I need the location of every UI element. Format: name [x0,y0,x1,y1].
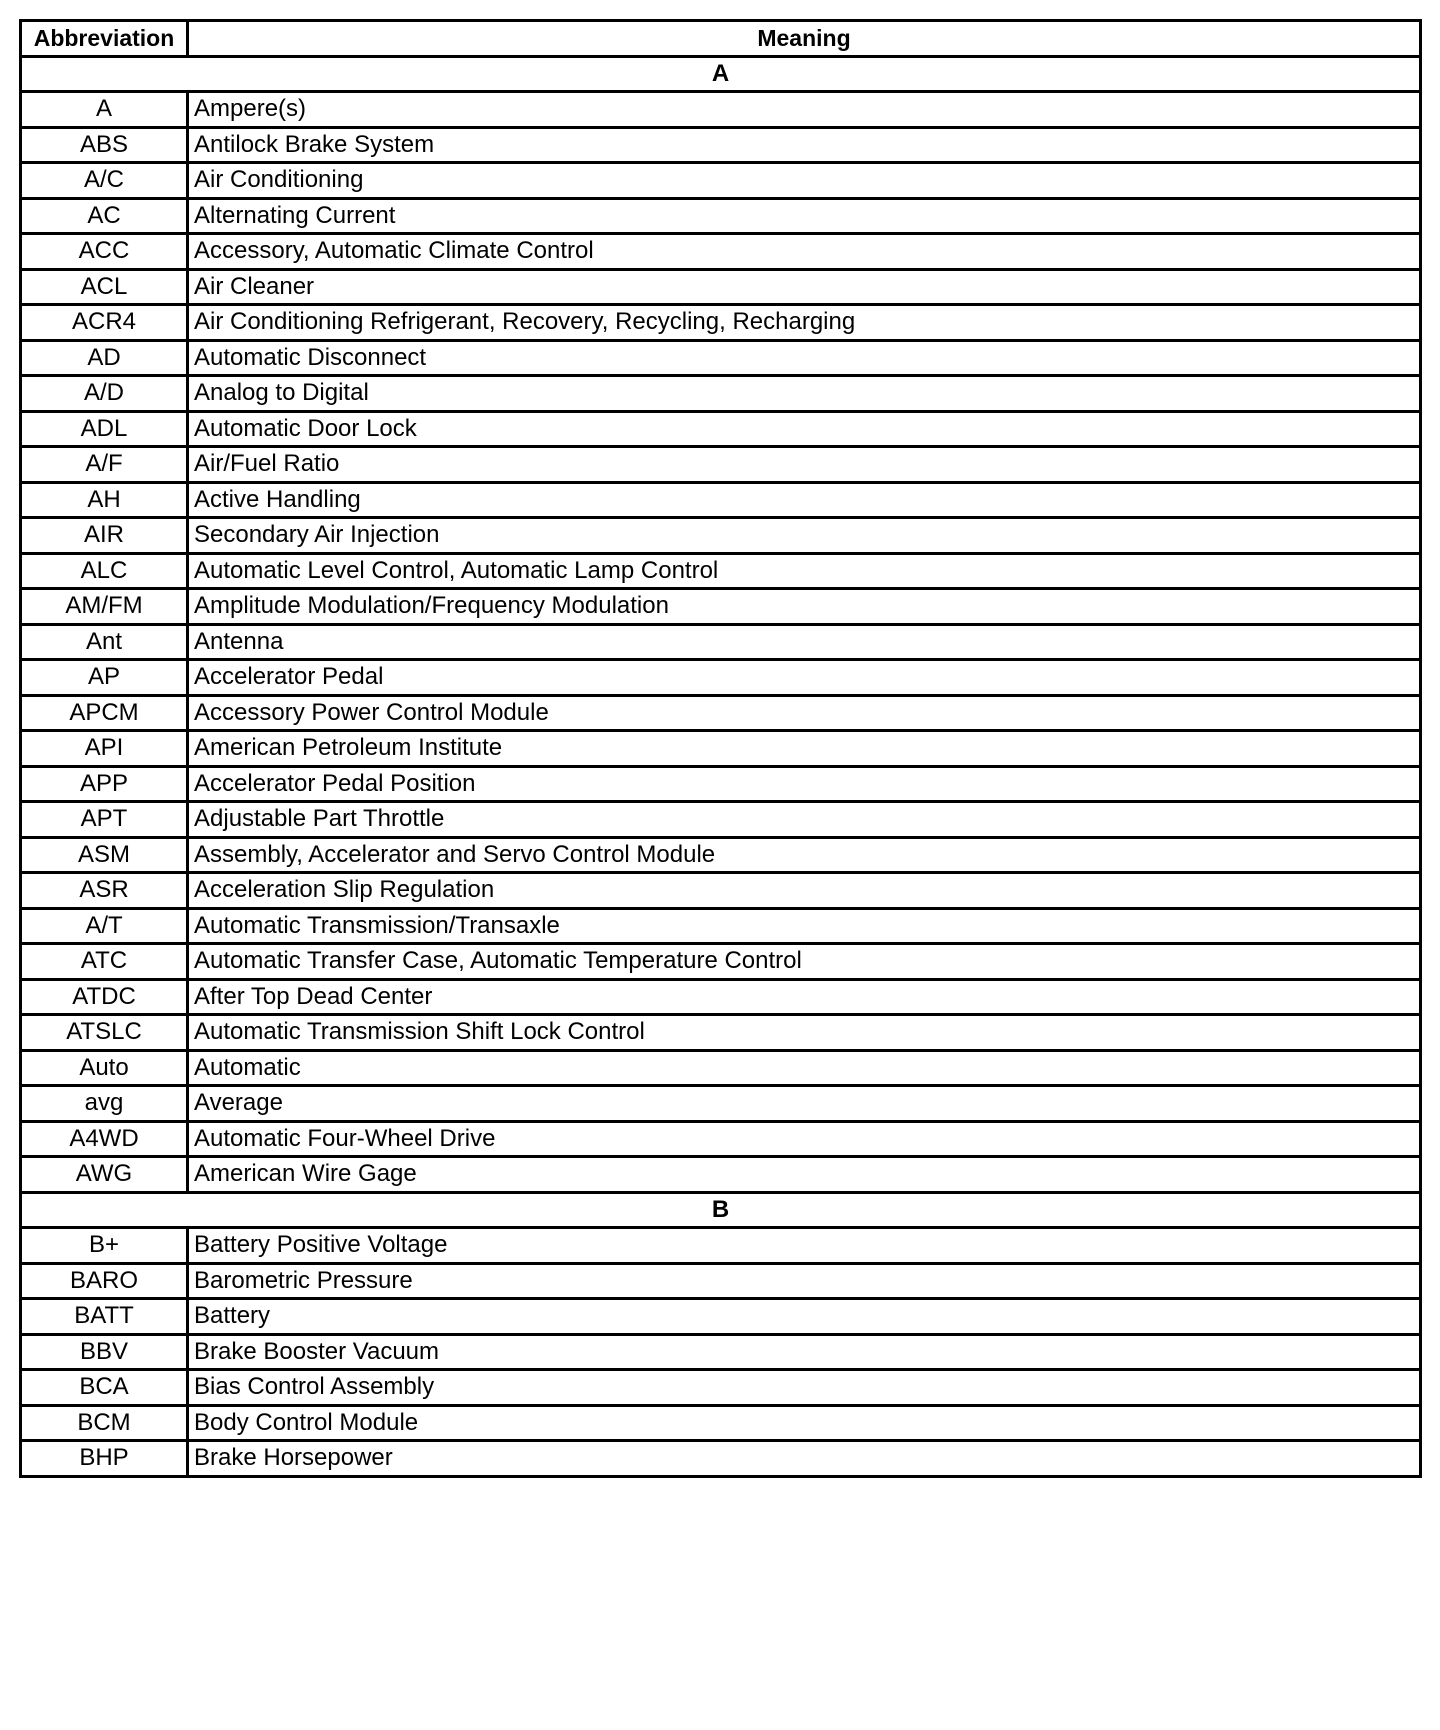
abbreviation-column-header: Abbreviation [21,21,188,57]
meaning-cell: Automatic Transfer Case, Automatic Temperature Control [188,944,1421,980]
table-row [21,518,1421,554]
abbreviation-cell: A4WD [21,1121,188,1157]
meaning-cell: Automatic Transmission/Transaxle [188,908,1421,944]
meaning-cell: Air/Fuel Ratio [188,447,1421,483]
meaning-cell: Antilock Brake System [188,127,1421,163]
abbreviation-cell: AC [21,198,188,234]
abbreviation-cell: BATT [21,1299,188,1335]
table-row [21,1121,1421,1157]
table-row [21,695,1421,731]
abbreviation-cell: BHP [21,1441,188,1477]
table-row [21,1441,1421,1477]
meaning-cell: Battery Positive Voltage [188,1228,1421,1264]
abbreviation-cell: avg [21,1086,188,1122]
table-row [21,908,1421,944]
abbreviation-cell: BCM [21,1405,188,1441]
abbreviation-cell: APP [21,766,188,802]
table-row [21,660,1421,696]
table-row [21,837,1421,873]
abbreviation-cell: A/T [21,908,188,944]
meaning-cell: Body Control Module [188,1405,1421,1441]
meaning-cell: Brake Horsepower [188,1441,1421,1477]
meaning-cell: Accelerator Pedal Position [188,766,1421,802]
meaning-cell: Bias Control Assembly [188,1370,1421,1406]
section-header-row [21,1192,1421,1228]
meaning-cell: Amplitude Modulation/Frequency Modulation [188,589,1421,625]
abbreviation-cell: ATC [21,944,188,980]
abbreviation-cell: AM/FM [21,589,188,625]
abbreviation-cell: BBV [21,1334,188,1370]
section-letter: A [21,56,1421,92]
meaning-cell: Brake Booster Vacuum [188,1334,1421,1370]
table-row [21,1050,1421,1086]
meaning-cell: Automatic [188,1050,1421,1086]
table-row [21,1228,1421,1264]
abbreviation-cell: ACC [21,234,188,270]
table-row [21,447,1421,483]
abbreviation-cell: B+ [21,1228,188,1264]
abbreviation-cell: Auto [21,1050,188,1086]
abbreviation-cell: AIR [21,518,188,554]
meaning-cell: Acceleration Slip Regulation [188,873,1421,909]
table-row [21,482,1421,518]
table-row [21,305,1421,341]
meaning-cell: American Wire Gage [188,1157,1421,1193]
meaning-cell: Active Handling [188,482,1421,518]
abbreviation-cell: AWG [21,1157,188,1193]
table-row [21,979,1421,1015]
header-row [21,21,1421,57]
abbreviation-cell: API [21,731,188,767]
table-row [21,731,1421,767]
section-header-row [21,56,1421,92]
abbreviation-cell: AP [21,660,188,696]
abbreviation-cell: BCA [21,1370,188,1406]
abbreviation-cell: ASM [21,837,188,873]
table-row [21,624,1421,660]
abbreviation-cell: AD [21,340,188,376]
meaning-cell: Antenna [188,624,1421,660]
meaning-cell: Automatic Transmission Shift Lock Control [188,1015,1421,1051]
abbreviation-cell: ATDC [21,979,188,1015]
table-row [21,766,1421,802]
table-row [21,589,1421,625]
meaning-cell: Automatic Door Lock [188,411,1421,447]
abbreviation-cell: APT [21,802,188,838]
meaning-cell: Alternating Current [188,198,1421,234]
table-row [21,1263,1421,1299]
meaning-cell: Automatic Four-Wheel Drive [188,1121,1421,1157]
table-row [21,411,1421,447]
table-row [21,127,1421,163]
abbreviation-cell: ADL [21,411,188,447]
abbreviation-cell: ATSLC [21,1015,188,1051]
abbreviation-cell: ABS [21,127,188,163]
meaning-cell: Secondary Air Injection [188,518,1421,554]
table-row [21,376,1421,412]
table-row [21,1334,1421,1370]
table-row [21,1157,1421,1193]
meaning-cell: Ampere(s) [188,92,1421,128]
table-row [21,1370,1421,1406]
meaning-cell: After Top Dead Center [188,979,1421,1015]
abbreviation-cell: A/C [21,163,188,199]
table-row [21,1405,1421,1441]
table-row [21,1015,1421,1051]
table-row [21,234,1421,270]
meaning-cell: Barometric Pressure [188,1263,1421,1299]
table-row [21,553,1421,589]
abbreviation-cell: A/F [21,447,188,483]
table-row [21,163,1421,199]
meaning-cell: American Petroleum Institute [188,731,1421,767]
abbreviation-cell: ACL [21,269,188,305]
meaning-cell: Battery [188,1299,1421,1335]
meaning-cell: Accessory Power Control Module [188,695,1421,731]
table-row [21,1299,1421,1335]
abbreviation-cell: AH [21,482,188,518]
meaning-cell: Air Conditioning Refrigerant, Recovery, Recycling, Recharging [188,305,1421,341]
table-row [21,269,1421,305]
meaning-cell: Accelerator Pedal [188,660,1421,696]
meaning-column-header: Meaning [188,21,1421,57]
table-row [21,944,1421,980]
table-row [21,198,1421,234]
abbreviation-table [19,19,1422,1478]
meaning-cell: Air Cleaner [188,269,1421,305]
meaning-cell: Automatic Level Control, Automatic Lamp Control [188,553,1421,589]
abbreviation-cell: ACR4 [21,305,188,341]
abbreviation-cell: ALC [21,553,188,589]
meaning-cell: Adjustable Part Throttle [188,802,1421,838]
abbreviation-cell: A/D [21,376,188,412]
table-row [21,92,1421,128]
abbreviation-cell: APCM [21,695,188,731]
abbreviation-cell: BARO [21,1263,188,1299]
table-body [21,56,1421,1476]
table-row [21,340,1421,376]
meaning-cell: Automatic Disconnect [188,340,1421,376]
abbreviation-cell: Ant [21,624,188,660]
abbreviation-cell: ASR [21,873,188,909]
table-row [21,1086,1421,1122]
table-row [21,873,1421,909]
meaning-cell: Analog to Digital [188,376,1421,412]
meaning-cell: Air Conditioning [188,163,1421,199]
meaning-cell: Average [188,1086,1421,1122]
section-letter: B [21,1192,1421,1228]
table-row [21,802,1421,838]
meaning-cell: Accessory, Automatic Climate Control [188,234,1421,270]
abbreviation-cell: A [21,92,188,128]
meaning-cell: Assembly, Accelerator and Servo Control Module [188,837,1421,873]
